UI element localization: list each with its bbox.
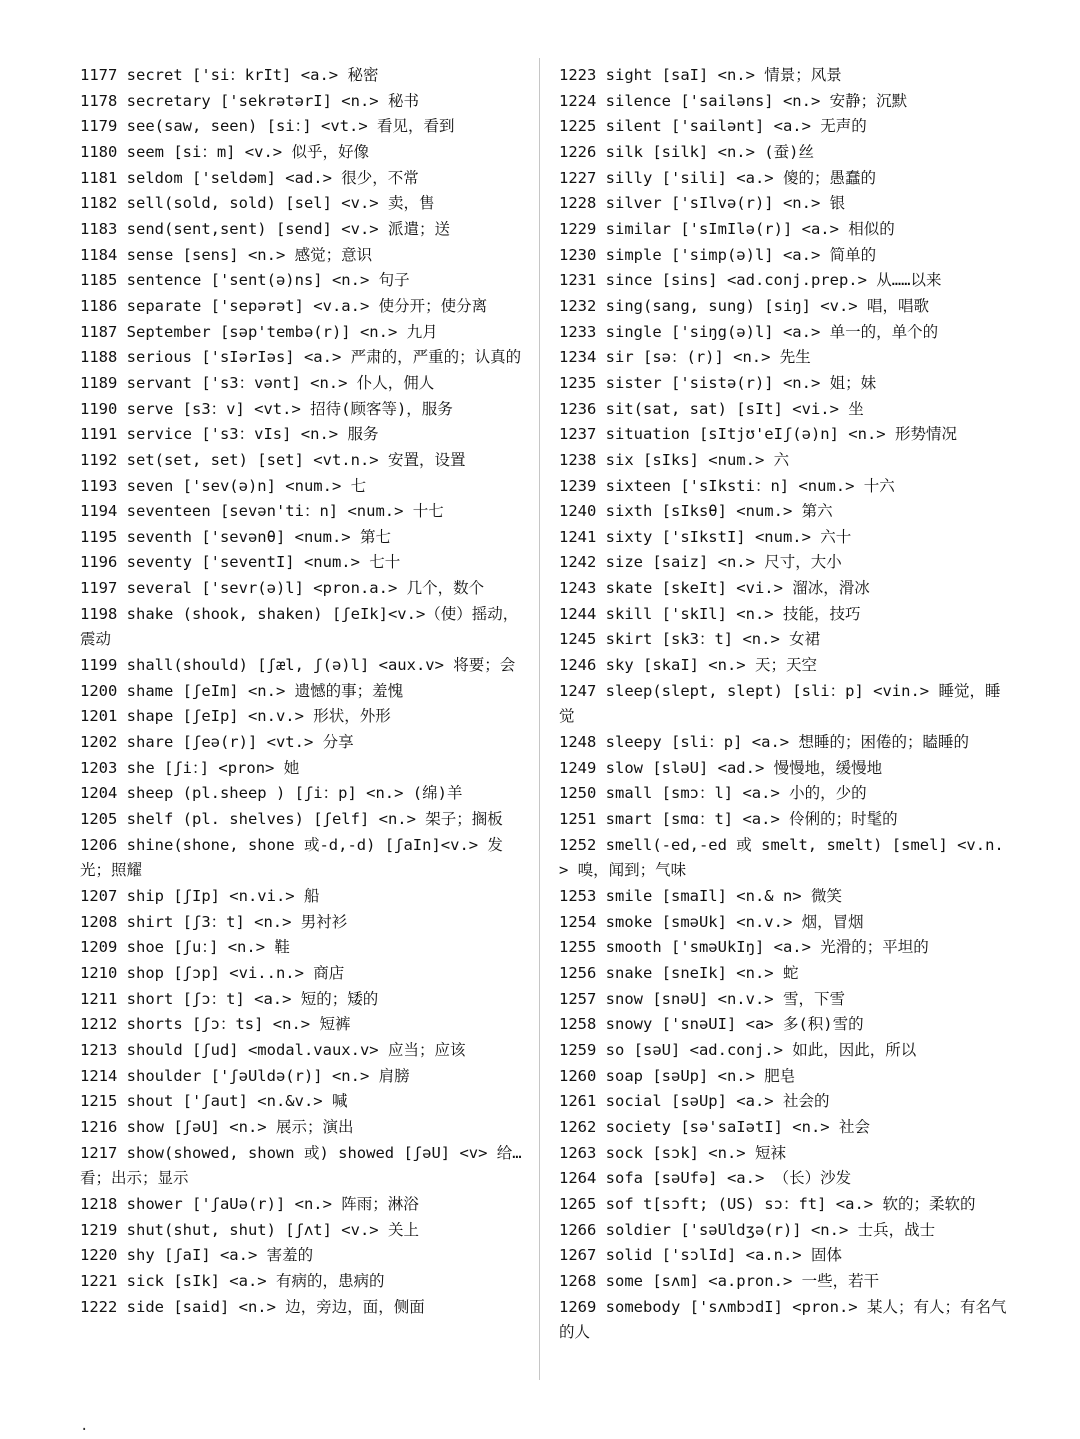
word-entry: 1269 somebody ['sʌmbɔdI] <pron.> 某人；有人；有名气的人 [559,1297,1007,1342]
word-entry: 1262 society [sə'saIətI] <n.> 社会 [559,1117,870,1136]
word-entry: 1244 skill ['skIl] <n.> 技能，技巧 [559,604,861,623]
word-entry: 1224 silence ['sailəns] <n.> 安静；沉默 [559,91,908,110]
word-entry: 1199 shall(should) [ʃæl, ʃ(ə)l] <aux.v> 将要；会 [80,656,516,675]
word-entry: 1258 snowy ['snəUI] <a> 多(积)雪的 [559,1015,864,1034]
word-entry: 1178 secretary ['sekrətərI] <n.> 秘书 [80,91,419,110]
word-entry: 1266 soldier ['səUldʒə(r)] <n.> 士兵，战士 [559,1220,936,1239]
word-entry: 1212 shorts [ʃɔ：ts] <n.> 短裤 [80,1015,351,1034]
word-entry: 1252 smell(-ed,-ed 或 smelt, smelt) [smel] <v.n.> 嗅，闻到；气味 [559,835,1004,880]
word-entry: 1253 smile [smaIl] <n.& n> 微笑 [559,887,842,905]
word-entry: 1247 sleep(slept, slept) [sli：p] <vin.> 睡觉，睡觉 [559,681,1001,726]
left-word-column [80,63,528,1320]
word-entry: 1238 six [sIks] <num.> 六 [559,450,790,469]
word-entry: 1248 sleepy [sli：p] <a.> 想睡的；困倦的；瞌睡的 [559,733,969,752]
word-entry: 1245 skirt [sk3：t] <n.> 女裙 [559,630,821,649]
word-entry: 1177 secret ['si：krIt] <a.> 秘密 [80,66,379,84]
word-entry: 1237 situation [sItjʊ'eIʃ(ə)n] <n.> 形势情况 [559,425,957,444]
word-entry: 1239 sixteen ['sIksti：n] <num.> 十六 [559,476,895,495]
word-entry: 1235 sister ['sistə(r)] <n.> 姐；妹 [559,373,877,392]
word-entry: 1194 seventeen [sevən'ti：n] <num.> 十七 [80,502,444,521]
word-entry: 1243 skate [skeIt] <vi.> 溜冰，滑冰 [559,579,870,598]
word-entry: 1233 single ['siŋg(ə)l] <a.> 单一的，单个的 [559,322,939,341]
word-entry: 1193 seven ['sev(ə)n] <num.> 七 [80,476,367,495]
word-entry: 1221 sick [sIk] <a.> 有病的，患病的 [80,1271,385,1290]
word-entry: 1204 sheep (pl.sheep ) [ʃi：p] <n.> (绵)羊 [80,784,463,803]
word-entry: 1229 similar ['sImIlə(r)] <a.> 相似的 [559,219,895,238]
word-entry: 1216 show [ʃəU] <n.> 展示；演出 [80,1117,354,1136]
word-entry: 1227 silly ['sili] <a.> 傻的；愚蠢的 [559,168,876,187]
word-entry: 1219 shut(shut, shut) [ʃʌt] <v.> 关上 [80,1220,419,1239]
word-entry: 1261 social [səUp] <a.> 社会的 [559,1092,830,1111]
word-entry: 1255 smooth ['sməUkIŋ] <a.> 光滑的；平坦的 [559,938,929,957]
word-entry: 1182 sell(sold, sold) [sel] <v.> 卖，售 [80,194,435,213]
word-entry: 1254 smoke [sməUk] <n.v.> 烟，冒烟 [559,912,864,931]
word-entry: 1226 silk [silk] <n.> (蚕)丝 [559,142,814,161]
word-entry: 1246 sky [skaI] <n.> 天；天空 [559,656,817,675]
word-entry: 1181 seldom ['seldəm] <ad.> 很少，不常 [80,168,419,187]
word-entry: 1206 shine(shone, shone 或-d,-d) [ʃaIn]<v.> 发光；照耀 [80,835,503,880]
word-entry: 1263 sock [sɔk] <n.> 短袜 [559,1143,786,1162]
word-entry: 1202 share [ʃeə(r)] <vt.> 分享 [80,733,354,752]
word-entry: 1183 send(sent,sent) [send] <v.> 派遣；送 [80,219,450,238]
word-entry: 1236 sit(sat, sat) [sIt] <vi.> 坐 [559,399,864,418]
word-entry: 1207 ship [ʃIp] <n.vi.> 船 [80,887,320,905]
word-entry: 1220 shy [ʃaI] <a.> 害羞的 [80,1246,314,1265]
word-entry: 1191 service ['s3：vIs] <n.> 服务 [80,425,379,444]
column-divider [539,58,540,1380]
word-entry: 1217 show(showed, shown 或) showed [ʃəU] <v> 给…看；出示；显示 [80,1143,522,1188]
word-entry: 1179 see(saw, seen) [si：] <vt.> 看见，看到 [80,117,455,136]
word-entry: 1223 sight [saI] <n.> 情景；风景 [559,66,842,84]
word-entry: 1184 sense [sens] <n.> 感觉；意识 [80,245,373,264]
word-entry: 1201 shape [ʃeIp] <n.v.> 形状，外形 [80,707,391,726]
word-entry: 1232 sing(sang, sung) [siŋ] <v.> 唱，唱歌 [559,296,929,315]
word-entry: 1195 seventh ['sevənθ] <num.> 第七 [80,527,391,546]
word-entry: 1264 sofa [səUfə] <a.> （长）沙发 [559,1169,852,1188]
word-entry: 1265 sof t[sɔft; (US) sɔ：ft] <a.> 软的；柔软的 [559,1194,976,1213]
word-entry: 1251 smart [smɑ：t] <a.> 伶俐的；时髦的 [559,810,898,829]
word-entry: 1197 several ['sevr(ə)l] <pron.a.> 几个，数个 [80,579,485,598]
word-entry: 1218 shower ['ʃaUə(r)] <n.> 阵雨；淋浴 [80,1194,419,1213]
word-entry: 1185 sentence ['sent(ə)ns] <n.> 句子 [80,271,410,290]
word-entry: 1267 solid ['sɔlId] <a.n.> 固体 [559,1246,842,1265]
word-entry: 1215 shout ['ʃaut] <n.&v.> 喊 [80,1092,348,1111]
word-entry: 1213 should [ʃud] <modal.vaux.v> 应当；应该 [80,1040,466,1059]
word-entry: 1250 small [smɔ：l] <a.> 小的，少的 [559,784,867,803]
word-entry: 1256 snake [sneIk] <n.> 蛇 [559,963,799,982]
word-entry: 1208 shirt [ʃ3：t] <n.> 男衬衫 [80,912,348,931]
word-entry: 1205 shelf (pl. shelves) [ʃelf] <n.> 架子；搁板 [80,810,503,829]
word-entry: 1240 sixth [sIksθ] <num.> 第六 [559,502,833,521]
word-entry: 1230 simple ['simp(ə)l] <a.> 简单的 [559,245,877,264]
word-entry: 1211 short [ʃɔ：t] <a.> 短的；矮的 [80,989,379,1008]
word-entry: 1259 so [səU] <ad.conj.> 如此，因此，所以 [559,1040,917,1059]
word-entry: 1196 seventy ['seventI] <num.> 七十 [80,553,401,572]
word-entry: 1214 shoulder ['ʃəUldə(r)] <n.> 肩膀 [80,1066,410,1085]
word-entry: 1180 seem [si：m] <v.> 似乎，好像 [80,142,369,161]
word-entry: 1231 since [sins] <ad.conj.prep.> 从……以来 [559,271,942,290]
footer-mark: . [80,1418,89,1434]
word-entry: 1234 sir [sə：(r)] <n.> 先生 [559,348,811,367]
word-entry: 1186 separate ['sepərət] <v.a.> 使分开；使分离 [80,296,488,315]
word-entry: 1187 September [səp'tembə(r)] <n.> 九月 [80,322,438,341]
word-entry: 1198 shake (shook, shaken) [ʃeIk]<v.>（使）摇动，震动 [80,604,519,649]
word-entry: 1228 silver ['sIlvə(r)] <n.> 银 [559,194,846,213]
word-entry: 1200 shame [ʃeIm] <n.> 遗憾的事；羞愧 [80,681,404,700]
word-entry: 1225 silent ['sailənt] <a.> 无声的 [559,117,867,136]
word-entry: 1249 slow [sləU] <ad.> 慢慢地，缓慢地 [559,758,883,777]
word-entry: 1210 shop [ʃɔp] <vi..n.> 商店 [80,963,345,982]
word-entry: 1257 snow [snəU] <n.v.> 雪，下雪 [559,989,845,1008]
word-entry: 1242 size [saiz] <n.> 尺寸，大小 [559,553,842,572]
word-entry: 1192 set(set, set) [set] <vt.n.> 安置，设置 [80,450,466,469]
right-word-column [559,63,1009,1346]
word-entry: 1241 sixty ['sIkstI] <num.> 六十 [559,527,852,546]
word-entry: 1188 serious ['sIərIəs] <a.> 严肃的，严重的；认真的 [80,348,522,367]
word-entry: 1209 shoe [ʃu：] <n.> 鞋 [80,938,290,957]
word-entry: 1268 some [sʌm] <a.pron.> 一些，若干 [559,1271,880,1290]
word-entry: 1190 serve [s3：v] <vt.> 招待(顾客等)，服务 [80,399,453,418]
word-entry: 1203 she [ʃi：] <pron> 她 [80,758,300,777]
word-entry: 1260 soap [səUp] <n.> 肥皂 [559,1066,796,1085]
word-entry: 1189 servant ['s3：vənt] <n.> 仆人，佣人 [80,373,435,392]
word-entry: 1222 side [said] <n.> 边，旁边，面，侧面 [80,1297,425,1316]
